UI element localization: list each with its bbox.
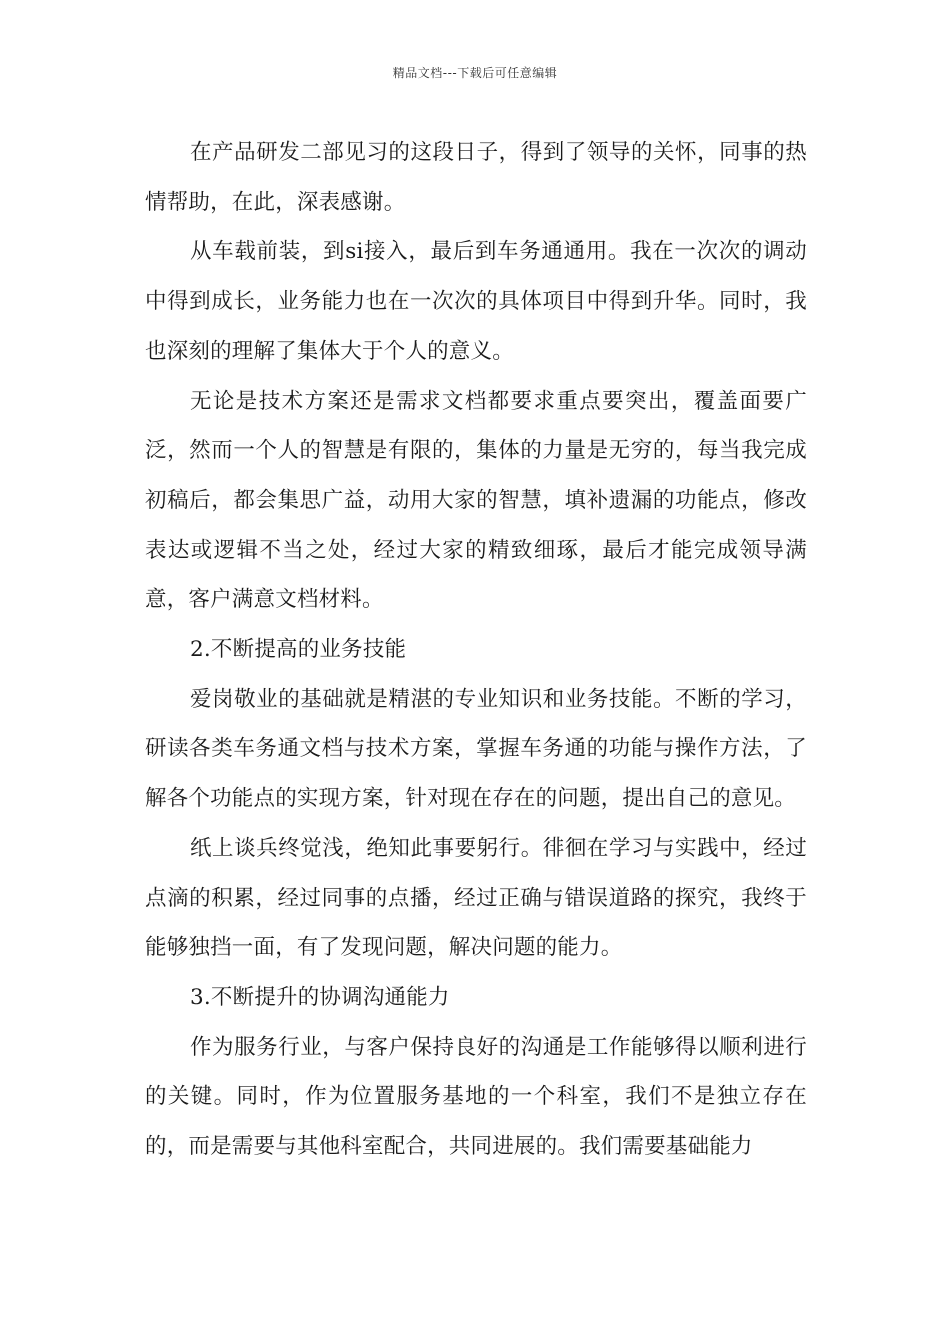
paragraph-skills: 爱岗敬业的基础就是精湛的专业知识和业务技能。不断的学习，研读各类车务通文档与技术方案，掌握车务通的功能与操作方法，了解各个功能点的实现方案，针对现在存在的问题，提出自己的意见。 <box>145 686 807 812</box>
document-body <box>145 128 807 1172</box>
paragraph-teamwork: 无论是技术方案还是需求文档都要求重点要突出，覆盖面要广泛，然而一个人的智慧是有限的，集体的力量是无穷的，每当我完成初稿后，都会集思广益，动用大家的智慧，填补遗漏的功能点，修改表达或逻辑不当之处，经过大家的精致细琢，最后才能完成领导满意，客户满意文档材料。 <box>145 388 807 613</box>
paragraph-practice: 纸上谈兵终觉浅，绝知此事要躬行。徘徊在学习与实践中，经过点滴的积累，经过同事的点播，经过正确与错误道路的探究，我终于能够独挡一面，有了发现问题，解决问题的能力。 <box>145 835 807 961</box>
page-header: 精品文档---下载后可任意编辑 <box>392 66 558 80</box>
paragraph-thanks: 在产品研发二部见习的这段日子，得到了领导的关怀，同事的热情帮助，在此，深表感谢。 <box>145 140 807 215</box>
paragraph-communication: 作为服务行业，与客户保持良好的沟通是工作能够得以顺利进行的关键。同时，作为位置服务基地的一个科室，我们不是独立存在的，而是需要与其他科室配合，共同进展的。我们需要基础能力 <box>145 1034 807 1160</box>
section-heading-communication: 3.不断提升的协调沟通能力 <box>190 984 450 1010</box>
paragraph-growth: 从车载前装，到si接入，最后到车务通通用。我在一次次的调动中得到成长，业务能力也在一次次的具体项目中得到升华。同时，我也深刻的理解了集体大于个人的意义。 <box>145 239 807 364</box>
section-heading-skills: 2.不断提高的业务技能 <box>190 637 407 663</box>
